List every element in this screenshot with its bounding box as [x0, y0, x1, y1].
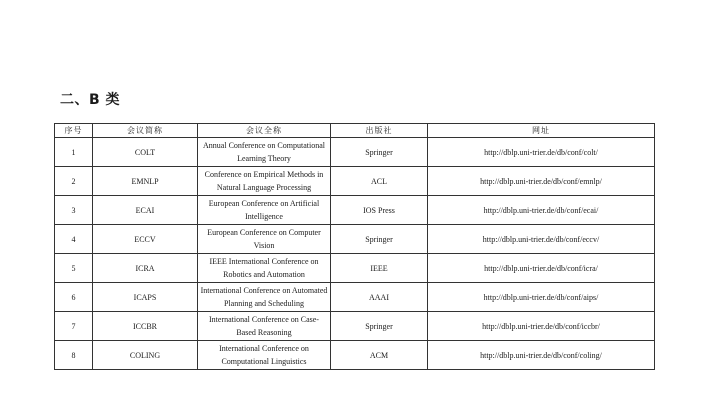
header-abbreviation: 会议简称 [93, 124, 198, 138]
row-full-name: Conference on Empirical Methods in Natural Language Processing [198, 167, 331, 196]
row-abbreviation: ICRA [93, 254, 198, 283]
table-row [55, 138, 655, 167]
row-number: 2 [55, 167, 93, 196]
row-url: http://dblp.uni-trier.de/db/conf/emnlp/ [428, 167, 655, 196]
row-abbreviation: ICCBR [93, 312, 198, 341]
row-full-name: International Conference on Computational Linguistics [198, 341, 331, 370]
row-full-name: Annual Conference on Computational Learning Theory [198, 138, 331, 167]
table-row [55, 341, 655, 370]
table-header-row [55, 124, 655, 138]
row-publisher: ACM [331, 341, 428, 370]
table-row [55, 225, 655, 254]
row-abbreviation: COLT [93, 138, 198, 167]
row-publisher: Springer [331, 138, 428, 167]
row-url: http://dblp.uni-trier.de/db/conf/iccbr/ [428, 312, 655, 341]
table-row [55, 254, 655, 283]
row-abbreviation: ECAI [93, 196, 198, 225]
row-number: 6 [55, 283, 93, 312]
row-abbreviation: ECCV [93, 225, 198, 254]
row-publisher: ACL [331, 167, 428, 196]
row-full-name: International Conference on Automated Planning and Scheduling [198, 283, 331, 312]
row-full-name: International Conference on Case-Based Reasoning [198, 312, 331, 341]
table-body [55, 138, 655, 370]
row-url: http://dblp.uni-trier.de/db/conf/eccv/ [428, 225, 655, 254]
row-publisher: AAAI [331, 283, 428, 312]
table-row [55, 196, 655, 225]
header-publisher: 出版社 [331, 124, 428, 138]
row-abbreviation: COLING [93, 341, 198, 370]
row-publisher: Springer [331, 312, 428, 341]
row-number: 8 [55, 341, 93, 370]
row-abbreviation: ICAPS [93, 283, 198, 312]
row-publisher: IEEE [331, 254, 428, 283]
table-row [55, 312, 655, 341]
row-number: 1 [55, 138, 93, 167]
row-abbreviation: EMNLP [93, 167, 198, 196]
row-url: http://dblp.uni-trier.de/db/conf/coling/ [428, 341, 655, 370]
conference-table [54, 123, 655, 370]
header-number: 序号 [55, 124, 93, 138]
row-publisher: Springer [331, 225, 428, 254]
row-url: http://dblp.uni-trier.de/db/conf/colt/ [428, 138, 655, 167]
row-full-name: IEEE International Conference on Robotics and Automation [198, 254, 331, 283]
row-number: 4 [55, 225, 93, 254]
row-url: http://dblp.uni-trier.de/db/conf/icra/ [428, 254, 655, 283]
row-number: 7 [55, 312, 93, 341]
table-row [55, 283, 655, 312]
header-full-name: 会议全称 [198, 124, 331, 138]
row-url: http://dblp.uni-trier.de/db/conf/ecai/ [428, 196, 655, 225]
row-number: 5 [55, 254, 93, 283]
header-url: 网址 [428, 124, 655, 138]
row-number: 3 [55, 196, 93, 225]
row-publisher: IOS Press [331, 196, 428, 225]
row-full-name: European Conference on Artificial Intelligence [198, 196, 331, 225]
row-url: http://dblp.uni-trier.de/db/conf/aips/ [428, 283, 655, 312]
row-full-name: European Conference on Computer Vision [198, 225, 331, 254]
table-row [55, 167, 655, 196]
section-title: 二、B 类 [60, 92, 121, 108]
